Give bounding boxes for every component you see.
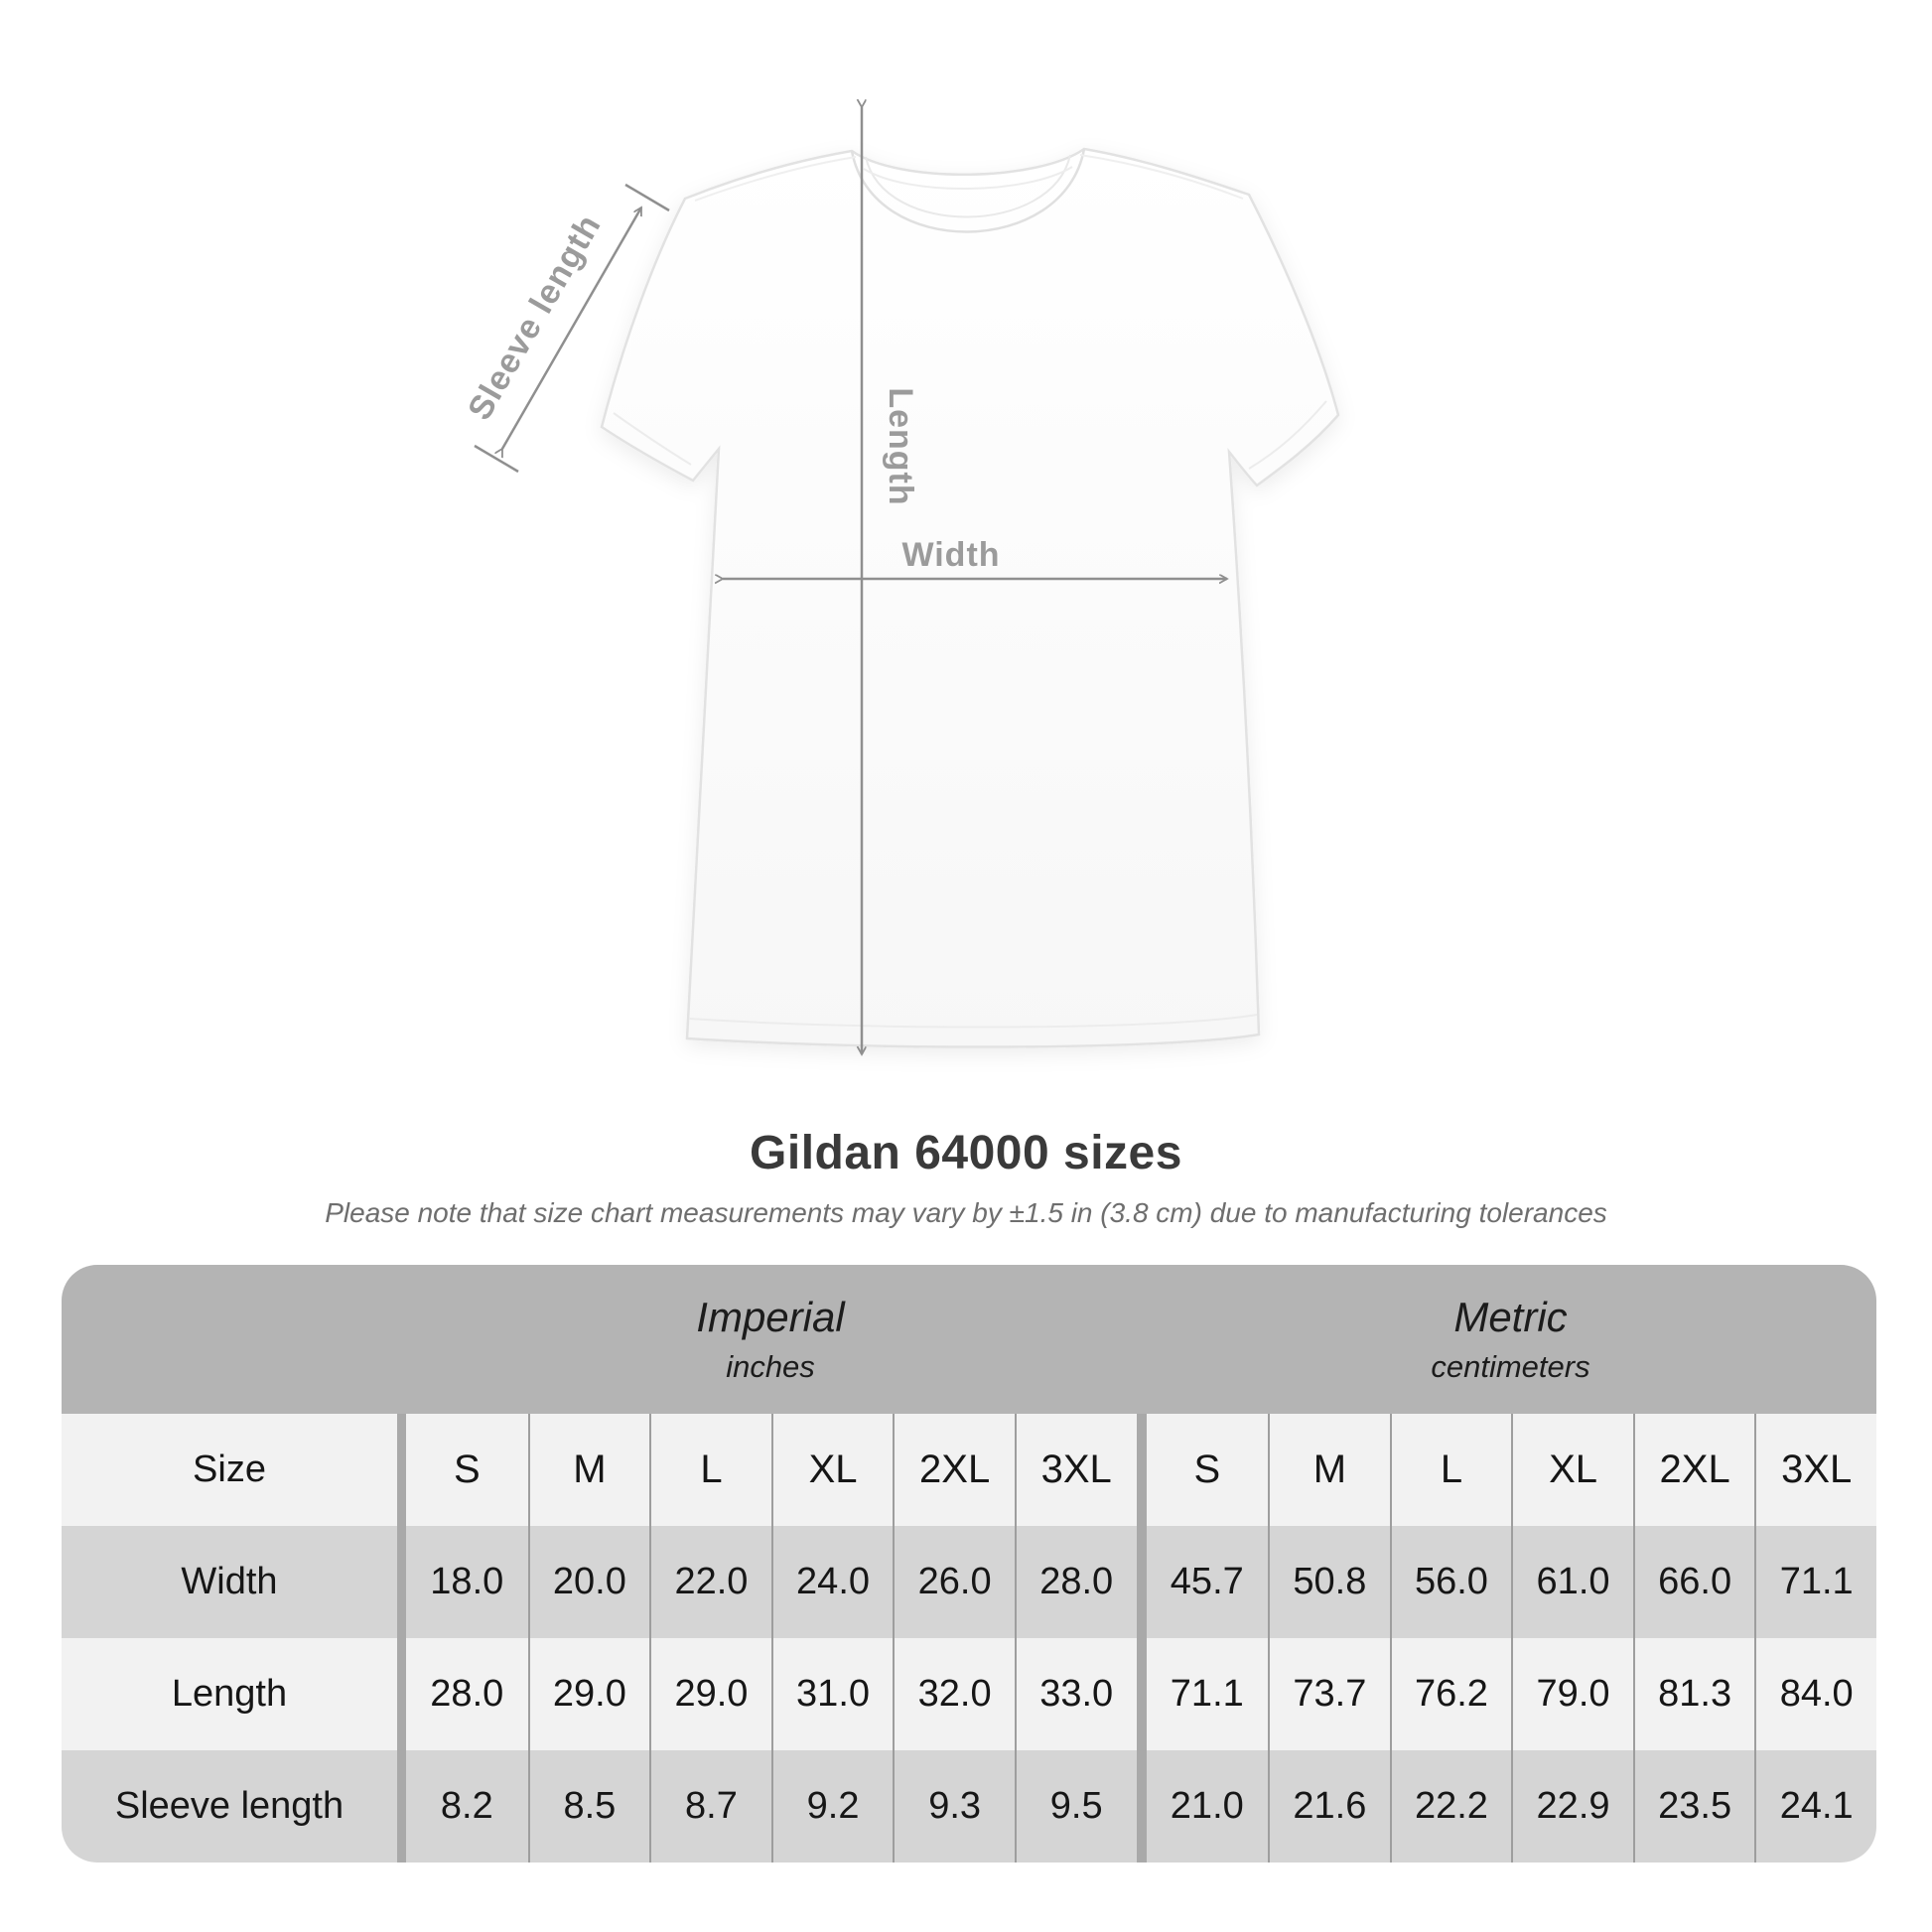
measurement-value-metric: 23.5 (1633, 1750, 1755, 1863)
measurement-row-label: Length (62, 1638, 397, 1750)
label-column-divider (397, 1414, 406, 1863)
imperial-metric-divider (1137, 1414, 1147, 1863)
measurement-value-metric: 22.2 (1390, 1750, 1512, 1863)
imperial-section-header (406, 1265, 1135, 1414)
sleeve-arrow-end-tick (475, 446, 518, 472)
imperial-section-title: Imperial (696, 1294, 845, 1340)
size-header-imperial: 2XL (893, 1414, 1015, 1526)
measurement-value-metric: 79.0 (1511, 1638, 1633, 1750)
measurement-value-imperial: 9.2 (771, 1750, 894, 1863)
measurement-value-metric: 81.3 (1633, 1638, 1755, 1750)
measurement-value-imperial: 20.0 (528, 1526, 650, 1638)
tolerance-note: Please note that size chart measurements may vary by ±1.5 in (3.8 cm) due to manufacturing tolerances (325, 1197, 1607, 1228)
measurement-value-imperial: 9.5 (1015, 1750, 1137, 1863)
measurement-value-metric: 50.8 (1268, 1526, 1390, 1638)
size-header-metric: S (1147, 1414, 1269, 1526)
measurement-value-metric: 76.2 (1390, 1638, 1512, 1750)
measurement-value-metric: 21.6 (1268, 1750, 1390, 1863)
measurement-value-metric: 21.0 (1147, 1750, 1269, 1863)
measurement-value-metric: 56.0 (1390, 1526, 1512, 1638)
imperial-section-unit: inches (726, 1349, 815, 1384)
measurement-value-imperial: 24.0 (771, 1526, 894, 1638)
size-header-metric: L (1390, 1414, 1512, 1526)
length-label: Length (882, 387, 919, 506)
table-header-band (62, 1265, 1876, 1414)
size-header-imperial: L (649, 1414, 771, 1526)
sleeve-length-label: Sleeve length (460, 207, 609, 427)
measurement-value-metric: 61.0 (1511, 1526, 1633, 1638)
size-header-imperial: S (406, 1414, 528, 1526)
measurement-value-imperial: 29.0 (649, 1638, 771, 1750)
measurement-value-imperial: 8.7 (649, 1750, 771, 1863)
measurement-value-metric: 45.7 (1147, 1526, 1269, 1638)
measurement-value-metric: 71.1 (1147, 1638, 1269, 1750)
size-header-metric: 3XL (1754, 1414, 1876, 1526)
size-chart-table (62, 1265, 1876, 1863)
width-label: Width (901, 536, 1001, 574)
measurement-value-imperial: 29.0 (528, 1638, 650, 1750)
measurement-value-metric: 73.7 (1268, 1638, 1390, 1750)
size-header-metric: 2XL (1633, 1414, 1755, 1526)
measurement-value-imperial: 8.5 (528, 1750, 650, 1863)
measurement-value-imperial: 9.3 (893, 1750, 1015, 1863)
measurement-value-imperial: 33.0 (1015, 1638, 1137, 1750)
sleeve-arrow-end-tick (625, 185, 669, 210)
metric-section-header (1145, 1265, 1876, 1414)
measurement-value-imperial: 18.0 (406, 1526, 528, 1638)
size-header-imperial: M (528, 1414, 650, 1526)
measurement-value-metric: 84.0 (1754, 1638, 1876, 1750)
measurement-value-imperial: 28.0 (1015, 1526, 1137, 1638)
measurement-value-imperial: 8.2 (406, 1750, 528, 1863)
tshirt-graphic (602, 149, 1338, 1047)
page-title: Gildan 64000 sizes (750, 1127, 1182, 1179)
measurement-value-metric: 66.0 (1633, 1526, 1755, 1638)
measurement-value-imperial: 26.0 (893, 1526, 1015, 1638)
measurement-value-metric: 24.1 (1754, 1750, 1876, 1863)
measurement-value-imperial: 22.0 (649, 1526, 771, 1638)
measurement-value-imperial: 32.0 (893, 1638, 1015, 1750)
measurement-value-imperial: 31.0 (771, 1638, 894, 1750)
measurement-value-imperial: 28.0 (406, 1638, 528, 1750)
table-body (62, 1414, 1876, 1863)
size-header-imperial: 3XL (1015, 1414, 1137, 1526)
size-header-metric: XL (1511, 1414, 1633, 1526)
measurement-row-label: Width (62, 1526, 397, 1638)
size-corner-label: Size (62, 1414, 397, 1526)
size-header-metric: M (1268, 1414, 1390, 1526)
measurement-value-metric: 22.9 (1511, 1750, 1633, 1863)
measurement-value-metric: 71.1 (1754, 1526, 1876, 1638)
size-header-imperial: XL (771, 1414, 894, 1526)
measurement-row-label: Sleeve length (62, 1750, 397, 1863)
metric-section-unit: centimeters (1431, 1349, 1590, 1384)
metric-section-title: Metric (1453, 1294, 1568, 1340)
